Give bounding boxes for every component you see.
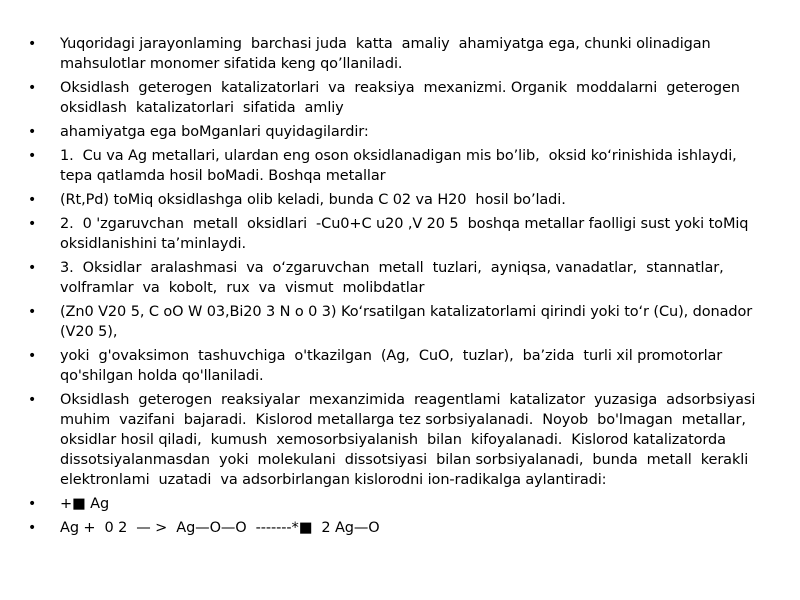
bullet-text: +■ Ag [60,496,110,512]
bullet-dot-icon: • [28,192,37,208]
bullet-text: 1. Cu va Ag metallari, ulardan eng oson oksidlanadigan mis bo’lib, oksid ko‘rinishida ishlaydi, tepa qatlamda hosil boMadi. Boshqa metallar [60,148,742,184]
bullet-dot-icon: • [28,392,37,408]
bullet-text: Oksidlash geterogen katalizatorlari va reaksiya mexanizmi. Organik moddalarni geterogen oksidlash katalizatorlari sifatida amliy [60,80,745,116]
bullet-item [28,122,760,142]
bullet-dot-icon: • [28,496,37,512]
bullet-text: Oksidlash geterogen reaksiyalar mexanzimida reagentlami katalizator yuzasiga adsorbsiyasi muhim vazifani bajaradi. Kislorod metallarga tez sorbsiyalanadi. Noyob bo'lmagan metallar, oksidlar hosil qiladi, kumush xemosorbsiyalanish bilan kifoyalanadi. Kislorod katalizatorda dissotsiyalanmasdan yoki molekulani dissotsiyasi bilan sorbsiyalanadi, bunda metall kerakli elektronlami uzatadi va adsorbirlangan kislorodni ion-radikalga aylantiradi: [60,392,760,488]
bullet-item [28,146,760,186]
bullet-dot-icon: • [28,148,37,164]
bullet-text: Yuqoridagi jarayonlaming barchasi juda katta amaliy ahamiyatga ega, chunki olinadigan mahsulotlar monomer sifatida keng qo’llaniladi. [60,36,716,72]
bullet-dot-icon: • [28,304,37,320]
bullet-item [28,390,760,490]
bullet-text: ahamiyatga ega boMganlari quyidagilardir: [60,124,369,140]
bullet-item [28,258,760,298]
bullet-item [28,190,760,210]
bullet-dot-icon: • [28,36,37,52]
bullet-text: 3. Oksidlar aralashmasi va o‘zgaruvchan metall tuzlari, ayniqsa, vanadatlar, stannatlar, volframlar va kobolt, rux va vismut molibdatlar [60,260,729,296]
bullet-list [28,34,760,538]
bullet-item [28,302,760,342]
bullet-dot-icon: • [28,520,37,536]
bullet-item [28,346,760,386]
bullet-item [28,518,760,538]
bullet-dot-icon: • [28,348,37,364]
bullet-dot-icon: • [28,124,37,140]
bullet-item [28,34,760,74]
bullet-item [28,494,760,514]
bullet-dot-icon: • [28,80,37,96]
bullet-dot-icon: • [28,216,37,232]
bullet-text: (Zn0 V20 5, C oO W 03,Bi20 3 N o 0 3) Ko‘rsatilgan katalizatorlami qirindi yoki to‘r (Cu), donador (V20 5), [60,304,757,340]
bullet-text: (Rt,Pd) toMiq oksidlashga olib keladi, bunda C 02 va H20 hosil bo’ladi. [60,192,566,208]
bullet-text: Ag + 0 2 — > Ag—O—O -------*■ 2 Ag—O [60,520,380,536]
bullet-text: yoki g'ovaksimon tashuvchiga o'tkazilgan (Ag, CuO, tuzlar), ba’zida turli xil promotorlar qo'shilgan holda qo'llaniladi. [60,348,727,384]
bullet-item [28,78,760,118]
bullet-text: 2. 0 'zgaruvchan metall oksidlari -Cu0+C u20 ,V 20 5 boshqa metallar faolligi sust yoki toMiq oksidlanishini ta’minlaydi. [60,216,753,252]
bullet-item [28,214,760,254]
bullet-dot-icon: • [28,260,37,276]
